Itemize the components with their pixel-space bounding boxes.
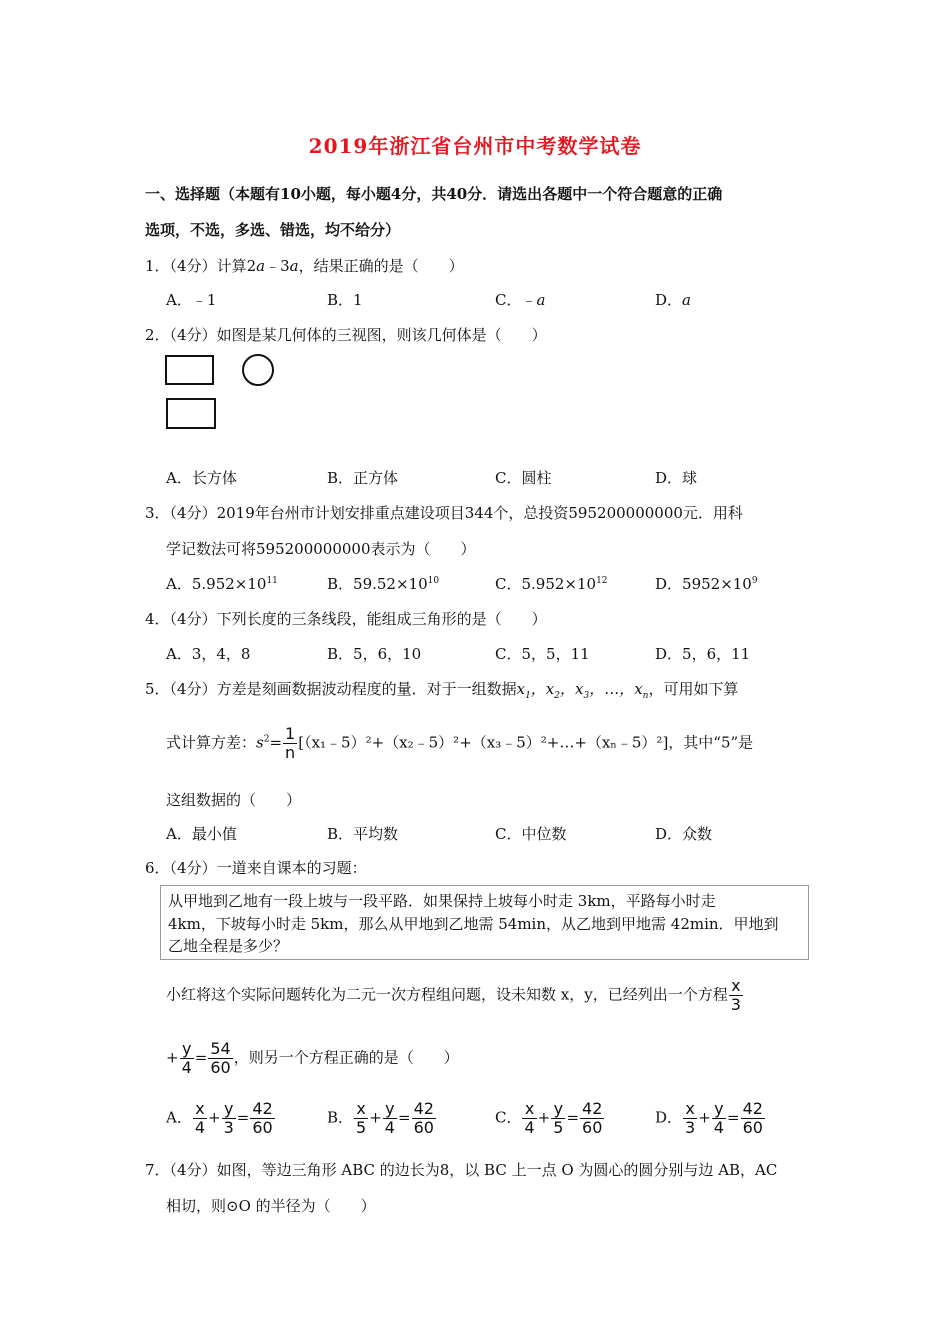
q5-option-c: C．中位数 bbox=[495, 825, 567, 843]
question-6-line1: 小红将这个实际问题转化为二元一次方程组问题，设未知数 x，y，已经列出一个方程 $\frac{x}{3}$ bbox=[166, 976, 741, 1014]
q2-option-d: D．球 bbox=[655, 469, 698, 487]
question-6-stem: 6．（4分）一道来自课本的习题： bbox=[145, 859, 367, 877]
q5-option-d: D．众数 bbox=[655, 825, 713, 843]
question-5-formula-line: 式计算方差：$s^2=$ $\frac{1}{n}$ [（x₁﹣5）²+（x₂﹣5）²+（x₃﹣5）²+…+（xₙ﹣5）²]，其中“5”是 bbox=[166, 724, 754, 762]
q4-option-a: A．3，4，8 bbox=[166, 645, 251, 663]
top-view-rectangle bbox=[166, 398, 216, 429]
question-3-line2: 学记数法可将595200000000表示为（ ） bbox=[166, 540, 476, 558]
q4-option-c: C．5，5，11 bbox=[495, 645, 590, 663]
box-line-2: 4km，下坡每小时走 5km，那么从甲地到乙地需 54min，从乙地到甲地需 42min．甲地到 bbox=[168, 915, 779, 933]
q3-option-b: B．$59.52\times 10^{10}$ bbox=[327, 575, 440, 593]
q4-option-b: B．5，6，10 bbox=[327, 645, 422, 663]
section-heading-line2: 选项，不选，多选、错选，均不给分） bbox=[145, 221, 401, 239]
q5-option-a: A．最小值 bbox=[166, 825, 237, 843]
q6-option-c: C． $\frac{x}{4}$ + $\frac{y}{5}$ = $\frac{42}{60}$ bbox=[495, 1099, 603, 1137]
q6-option-b: B． $\frac{x}{5}$ + $\frac{y}{4}$ = $\frac{42}{60}$ bbox=[327, 1099, 434, 1137]
fraction-54-over-60: $\frac{54}{60}$ bbox=[210, 1039, 231, 1077]
q1-option-a: A．﹣1 bbox=[166, 291, 217, 309]
textbook-problem-box bbox=[160, 885, 809, 960]
q6-option-a: A． $\frac{x}{4}$ + $\frac{y}{3}$ = $\frac{42}{60}$ bbox=[166, 1099, 273, 1137]
box-line-1: 从甲地到乙地有一段上坡与一段平路．如果保持上坡每小时走 3km，平路每小时走 bbox=[168, 892, 716, 910]
q2-option-a: A．长方体 bbox=[166, 469, 237, 487]
box-line-3: 乙地全程是多少？ bbox=[168, 937, 289, 955]
q3-option-c: C．$5.952\times 10^{12}$ bbox=[495, 575, 608, 593]
q1-option-d: D．a bbox=[655, 291, 691, 309]
question-6-line2: + $\frac{y}{4}$ = $\frac{54}{60}$ ，则另一个方程正确的是（ ） bbox=[166, 1039, 459, 1077]
question-2-stem: 2．（4分）如图是某几何体的三视图，则该几何体是（ ） bbox=[145, 326, 547, 344]
q1-option-c: C．﹣a bbox=[495, 291, 546, 309]
front-view-rectangle bbox=[165, 355, 214, 385]
question-3-line1: 3．（4分）2019年台州市计划安排重点建设项目344个，总投资595200000000元．用科 bbox=[145, 504, 743, 522]
q2-option-c: C．圆柱 bbox=[495, 469, 552, 487]
variance-fraction: $\frac{1}{n}$ bbox=[285, 724, 296, 762]
q5-option-b: B．平均数 bbox=[327, 825, 399, 843]
question-7-line2: 相切，则⊙O 的半径为（ ） bbox=[166, 1197, 376, 1215]
question-1-stem: 1．（4分）计算2a﹣3a，结果正确的是（ ） bbox=[145, 257, 464, 275]
question-5-line1: 5．（4分）方差是刻画数据波动程度的量．对于一组数据$x_1$，$x_2$，$x_3$，…，$x_n$，可用如下算 bbox=[145, 680, 739, 701]
q4-option-d: D．5，6，11 bbox=[655, 645, 751, 663]
q1-option-b: B．1 bbox=[327, 291, 363, 309]
fraction-y-over-4: $\frac{y}{4}$ bbox=[181, 1039, 192, 1077]
exam-title: 2019年浙江省台州市中考数学试卷 bbox=[308, 134, 642, 158]
question-7-line1: 7．（4分）如图，等边三角形 ABC 的边长为8，以 BC 上一点 O 为圆心的圆分别与边 AB，AC bbox=[145, 1161, 778, 1179]
question-4-stem: 4．（4分）下列长度的三条线段，能组成三角形的是（ ） bbox=[145, 610, 547, 628]
q3-option-d: D．$5952\times 10^9$ bbox=[655, 575, 758, 593]
q3-option-a: A．$5.952\times 10^{11}$ bbox=[166, 575, 278, 593]
section-heading-line1: 一、选择题（本题有10小题，每小题4分，共40分．请选出各题中一个符合题意的正确 bbox=[145, 185, 723, 203]
q2-option-b: B．正方体 bbox=[327, 469, 399, 487]
side-view-circle bbox=[242, 354, 274, 386]
fraction-x-over-3: $\frac{x}{3}$ bbox=[730, 976, 741, 1014]
question-5-line3: 这组数据的（ ） bbox=[166, 791, 302, 809]
q6-option-d: D． $\frac{x}{3}$ + $\frac{y}{4}$ = $\frac{42}{60}$ bbox=[655, 1099, 763, 1137]
